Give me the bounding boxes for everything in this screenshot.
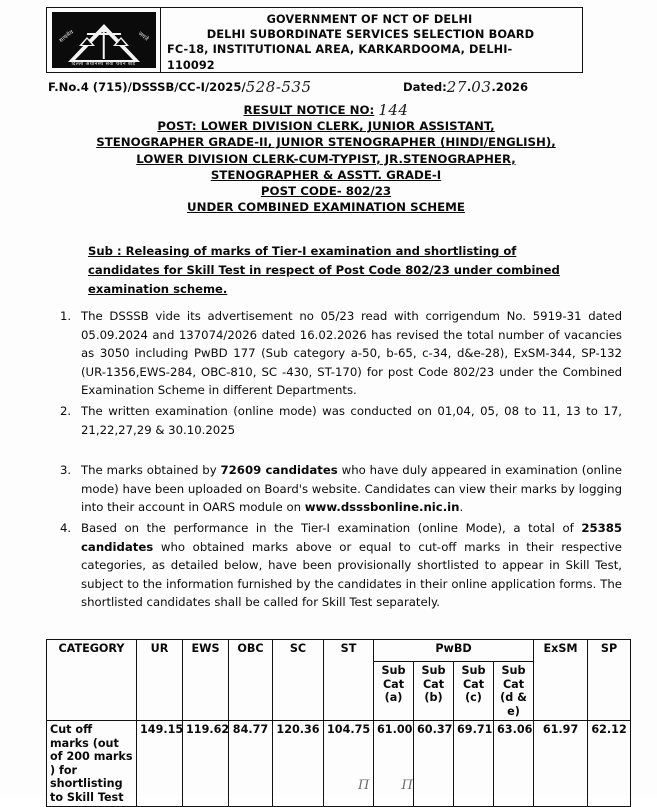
emblem-scale-beam: [87, 33, 121, 35]
logo-cell: [47, 8, 161, 72]
header-st: ST: [324, 640, 374, 721]
list-item-number: 2.: [60, 403, 72, 418]
notice-body-list: [60, 307, 622, 614]
dated-year: .2026: [491, 80, 529, 94]
table-row: [47, 721, 631, 807]
letterhead-line-government: GOVERNMENT OF NCT OF DELHI: [266, 13, 473, 26]
cell-sc: 120.36: [273, 721, 324, 807]
header-ews: EWS: [183, 640, 229, 721]
cell-st: 104.75: [324, 721, 374, 807]
scheme-text: UNDER COMBINED EXAMINATION SCHEME: [187, 200, 465, 215]
letterhead-line-pincode: 110092: [167, 58, 215, 72]
file-number-handwritten: 528-535: [245, 78, 312, 96]
emblem-scale-pole: [102, 32, 105, 59]
post-line-2-text: STENOGRAPHER GRADE-II, JUNIOR STENOGRAPHER (HINDI/ENGLISH),: [96, 135, 556, 150]
dated-field: [403, 78, 528, 96]
post-line-3: [46, 151, 606, 167]
emblem-caption: दिल्ली अधीनस्थ सेवा चयन बोर्ड: [71, 61, 136, 67]
post-code-text: POST CODE- 802/23: [260, 184, 392, 199]
list-item: [60, 519, 622, 612]
cell-obc: 84.77: [229, 721, 273, 807]
cell-ews: 119.62: [183, 721, 229, 807]
result-notice-label: RESULT NOTICE NO:: [243, 103, 375, 117]
cell-ur: 149.15: [137, 721, 183, 807]
header-ur: UR: [137, 640, 183, 721]
dated-day-handwritten: 27: [446, 78, 467, 96]
letterhead-line-board: DELHI SUBORDINATE SERVICES SELECTION BOARD: [206, 27, 535, 42]
result-notice-no-line: [46, 102, 606, 118]
post-line-2: [46, 134, 606, 150]
post-line-3-text: LOWER DIVISION CLERK-CUM-TYPIST, JR.STENOGRAPHER,: [136, 151, 516, 166]
header-pwbd-subcat-c: Sub Cat (c): [454, 662, 494, 721]
subject-line: Sub : Releasing of marks of Tier-I examination and shortlisting of candidates for Skill Test in respect of Post Code 802/23 under combined examination scheme.: [88, 244, 560, 296]
emblem-scale-pan-right-inner: [116, 39, 126, 45]
list-item: [60, 307, 622, 400]
cell-pwbd-a: 61.00: [374, 721, 414, 807]
list-item-number: 1.: [60, 309, 72, 323]
cell-pwbd-de: 63.06: [494, 721, 534, 807]
notice-title-block: [46, 102, 606, 215]
file-number-printed: F.No.4 (715)/DSSSB/CC-I/2025/: [48, 80, 246, 94]
handwritten-pen-mark: Π Π: [358, 778, 427, 793]
row-label-cutoff: Cut off marks (out of 200 marks ) for shortlisting to Skill Test: [47, 721, 137, 807]
emblem-arc-right-text: जयते: [136, 30, 150, 43]
dsssb-emblem-icon: [52, 12, 156, 68]
post-code-line: [46, 183, 606, 199]
header-pwbd: PwBD: [374, 640, 534, 662]
header-category: CATEGORY: [47, 640, 137, 721]
file-number-row: [48, 78, 588, 100]
header-pwbd-subcat-b: Sub Cat (b): [414, 662, 454, 721]
file-number: [48, 78, 312, 96]
list-item: [60, 461, 622, 517]
letterhead-box: [46, 7, 583, 73]
emblem-arc-left-text: सत्यमेव: [58, 29, 75, 45]
emblem-top-dot: [101, 27, 106, 32]
letterhead-text-block: [161, 8, 582, 72]
header-sc: SC: [273, 640, 324, 721]
header-pwbd-subcat-de: Sub Cat (d & e): [494, 662, 534, 721]
cell-sp: 62.12: [588, 721, 631, 807]
letterhead-line-address: FC-18, INSTITUTIONAL AREA, KARKARDOOMA, DELHI-: [167, 43, 513, 57]
post-line-4-text: STENOGRAPHER & ASSTT. GRADE-I: [210, 167, 442, 182]
cutoff-marks-table: [46, 639, 631, 807]
post-line-1-text: POST: LOWER DIVISION CLERK, JUNIOR ASSISTANT,: [157, 119, 495, 134]
header-obc: OBC: [229, 640, 273, 721]
dated-month-handwritten: 03: [471, 78, 492, 96]
list-item: [60, 402, 622, 439]
dated-label: Dated:: [403, 80, 447, 94]
list-item-text: Based on the performance in the Tier-I examination (online Mode), a total of 25385 candidates who obtained marks above or equal to cut-off marks in their respective categories, as detailed below, have been provisionally shortlisted to appear in Skill Test, subject to the information furnished by the candidates in their online application forms. The shortlisted candidates shall be called for Skill Test separately.: [81, 520, 622, 610]
list-item-text: The marks obtained by 72609 candidates who have duly appeared in examination (online mode) have been uploaded on Board's website. Candidates can view their marks by logging into their account in OARS module on www.dsssbonline.nic.in.: [81, 463, 622, 515]
dated-separator: .: [466, 80, 472, 94]
table-header-row-top: [47, 640, 631, 662]
cell-exsm: 61.97: [534, 721, 588, 807]
emblem-scale-pan-left-inner: [82, 39, 92, 45]
post-line-4: [46, 167, 606, 183]
header-pwbd-subcat-a: Sub Cat (a): [374, 662, 414, 721]
result-notice-number-handwritten: 144: [378, 101, 409, 119]
scheme-line: [46, 199, 606, 215]
post-line-1: [46, 118, 606, 134]
header-sp: SP: [588, 640, 631, 721]
list-item-number: 4.: [60, 520, 72, 535]
cell-pwbd-c: 69.71: [454, 721, 494, 807]
header-exsm: ExSM: [534, 640, 588, 721]
list-item-text: The written examination (online mode) was conducted on 01,04, 05, 08 to 11, 13 to 17, 21,22,27,29 & 30.10.2025: [81, 403, 622, 437]
list-item-text: The DSSSB vide its advertisement no 05/23 read with corrigendum No. 5919-31 dated 05.09.2024 and 137074/2026 dated 16.02.2026 has revised the total number of vacancies as 3050 including PwBD 177 (Sub category a-50, b-65, c-34, d&e-28), ExSM-344, SP-132 (UR-1356,EWS-284, OBC-810, SC -430, ST-170) for post Code 802/23 under the Combined Examination Scheme in different Departments.: [81, 309, 622, 398]
cell-pwbd-b: 60.37: [414, 721, 454, 807]
list-item-number: 3.: [60, 463, 72, 478]
paragraph-spacer: [60, 441, 622, 461]
